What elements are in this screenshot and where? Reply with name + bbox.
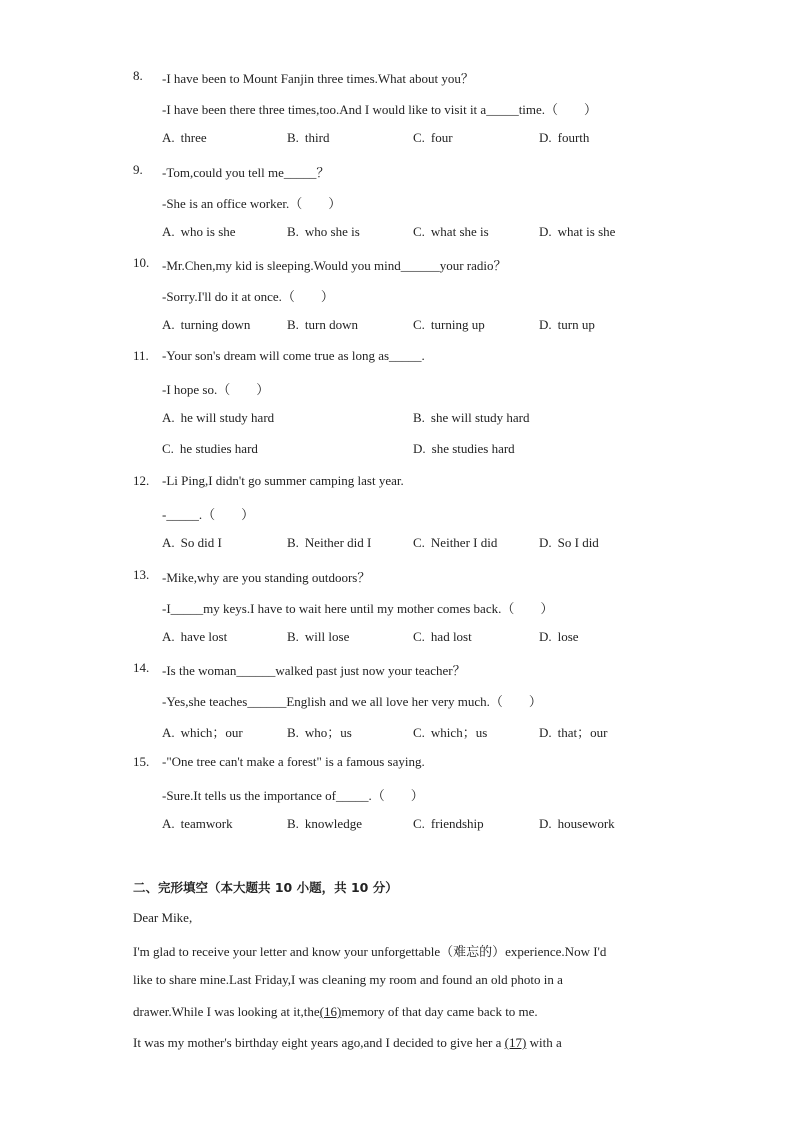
- passage-text: drawer.While I was looking at it,the: [133, 1004, 320, 1019]
- option-a: A. who is she: [162, 224, 236, 239]
- option-c: C. he studies hard: [162, 441, 258, 456]
- option-d: D. turn up: [539, 317, 595, 332]
- passage-line: [133, 1004, 538, 1020]
- passage-line: [133, 1035, 562, 1051]
- question-line: -I have been to Mount Fanjin three times.What about you？: [162, 71, 474, 86]
- question-line: -She is an office worker.（ ）: [162, 196, 342, 211]
- option-a: A. teamwork: [162, 816, 233, 831]
- question-line: -Tom,could you tell me_____？: [162, 165, 330, 180]
- question-line: -Li Ping,I didn't go summer camping last year.: [162, 473, 404, 488]
- passage-text: It was my mother's birthday eight years ago,and I decided to give her a: [133, 1035, 505, 1050]
- option-a: A. he will study hard: [162, 410, 275, 425]
- question-number: 13.: [133, 567, 150, 582]
- option-a: A. have lost: [162, 629, 228, 644]
- option-b: B. Neither did I: [287, 535, 372, 550]
- question-number: 10.: [133, 255, 150, 270]
- section-title: 二、完形填空（本大题共 10 小题，共 10 分）: [133, 880, 398, 895]
- passage-line: like to share mine.Last Friday,I was cleaning my room and found an old photo in a: [133, 972, 563, 987]
- option-b: B. she will study hard: [413, 410, 530, 425]
- option-d: D. that；our: [539, 725, 608, 740]
- passage-text: memory of that day came back to me.: [341, 1004, 538, 1019]
- blank-17: (17): [504, 1035, 527, 1050]
- option-b: B. will lose: [287, 629, 350, 644]
- option-c: C. friendship: [413, 816, 484, 831]
- question-line: -Sure.It tells us the importance of_____.（ ）: [162, 788, 424, 803]
- option-b: B. knowledge: [287, 816, 362, 831]
- option-c: C. what she is: [413, 224, 489, 239]
- option-d: D. lose: [539, 629, 579, 644]
- option-a: A. three: [162, 130, 207, 145]
- option-c: C. had lost: [413, 629, 472, 644]
- question-line: -I_____my keys.I have to wait here until my mother comes back.（ ）: [162, 601, 554, 616]
- question-line: -I have been there three times,too.And I would like to visit it a_____time.（ ）: [162, 102, 598, 117]
- option-d: D. So I did: [539, 535, 599, 550]
- question-line: -Is the woman______walked past just now your teacher？: [162, 663, 466, 678]
- passage-greeting: Dear Mike,: [133, 910, 193, 925]
- option-b: B. who she is: [287, 224, 360, 239]
- passage-text: with a: [526, 1035, 562, 1050]
- question-number: 14.: [133, 660, 150, 675]
- option-d: D. what is she: [539, 224, 616, 239]
- option-b: B. turn down: [287, 317, 359, 332]
- question-number: 11.: [133, 348, 149, 363]
- question-line: -Your son's dream will come true as long as_____.: [162, 348, 425, 363]
- question-line: -"One tree can't make a forest" is a famous saying.: [162, 754, 425, 769]
- option-c: C. Neither I did: [413, 535, 498, 550]
- question-number: 15.: [133, 754, 150, 769]
- option-d: D. fourth: [539, 130, 590, 145]
- question-number: 12.: [133, 473, 150, 488]
- question-number: 8.: [133, 68, 143, 83]
- option-d: D. she studies hard: [413, 441, 515, 456]
- question-line: -Mike,why are you standing outdoors？: [162, 570, 371, 585]
- option-a: A. So did I: [162, 535, 222, 550]
- option-b: B. who；us: [287, 725, 352, 740]
- question-line: -I hope so.（ ）: [162, 382, 270, 397]
- option-b: B. third: [287, 130, 330, 145]
- option-a: A. which；our: [162, 725, 243, 740]
- option-d: D. housework: [539, 816, 615, 831]
- blank-16: (16): [319, 1004, 342, 1019]
- option-c: C. four: [413, 130, 453, 145]
- option-c: C. turning up: [413, 317, 485, 332]
- question-line: -Yes,she teaches______English and we all love her very much.（ ）: [162, 694, 542, 709]
- question-number: 9.: [133, 162, 143, 177]
- question-line: -_____.（ ）: [162, 507, 255, 522]
- option-c: C. which；us: [413, 725, 488, 740]
- passage-line: I'm glad to receive your letter and know your unforgettable（难忘的）experience.Now I'd: [133, 944, 607, 959]
- question-line: -Mr.Chen,my kid is sleeping.Would you mind______your radio？: [162, 258, 507, 273]
- question-line: -Sorry.I'll do it at once.（ ）: [162, 289, 334, 304]
- option-a: A. turning down: [162, 317, 251, 332]
